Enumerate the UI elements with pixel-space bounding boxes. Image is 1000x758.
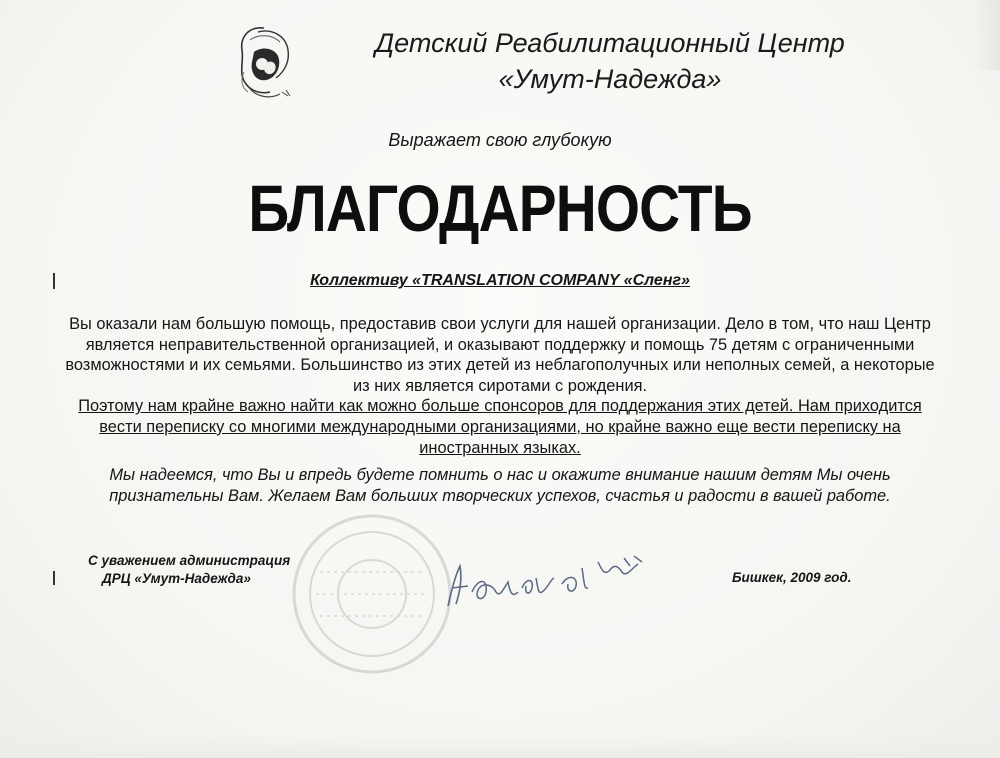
official-stamp-icon bbox=[290, 512, 455, 677]
closing-wishes: Мы надеемся, что Вы и впредь будете помнить о нас и окажите внимание нашим детям Мы очень признательны Вам. Желаем Вам больших творческих успехов, счастья и радости в вашей работе. bbox=[109, 466, 891, 505]
regards-block bbox=[88, 552, 290, 588]
organization-name: Детский Реабилитационный Центр bbox=[375, 28, 845, 58]
recipient-line: Коллективу «TRANSLATION COMPANY «Сленг» bbox=[310, 272, 690, 289]
handwritten-signature-icon bbox=[438, 548, 658, 618]
signatory-org: ДРЦ «Умут-Надежда» bbox=[102, 571, 251, 586]
scan-shadow-bottom bbox=[0, 734, 1000, 758]
regards-line: С уважением администрация bbox=[88, 553, 291, 568]
place-and-date: Бишкек, 2009 год. bbox=[732, 570, 852, 585]
organization-subtitle: «Умут-Надежда» bbox=[498, 64, 722, 94]
mother-child-logo-icon bbox=[228, 22, 300, 104]
margin-mark bbox=[53, 273, 55, 289]
body-paragraph-1: Вы оказали нам большую помощь, предоставив свои услуги для нашей организации. Дело в том, что наш Центр является неправительственной организацией, и оказывают поддержку и помощь 75 детям с ограниченными возможностями и их семьями. Большинство из этих детей из неблагополучных или неполных семей, а некоторые из них является сиротами с рождения. bbox=[65, 315, 935, 395]
scan-shadow-corner bbox=[974, 0, 1000, 70]
expresses-line: Выражает свою глубокую bbox=[388, 130, 612, 150]
body-paragraph-2: Поэтому нам крайне важно найти как можно больше спонсоров для поддержания этих детей. Нам приходится вести переписку со многими международными организациями, но крайне важно еще вести переписку на иностранных языках. bbox=[78, 397, 922, 457]
certificate-title: БЛАГОДАРНОСТЬ bbox=[248, 171, 752, 245]
margin-mark bbox=[53, 571, 55, 585]
body-text bbox=[62, 314, 938, 458]
